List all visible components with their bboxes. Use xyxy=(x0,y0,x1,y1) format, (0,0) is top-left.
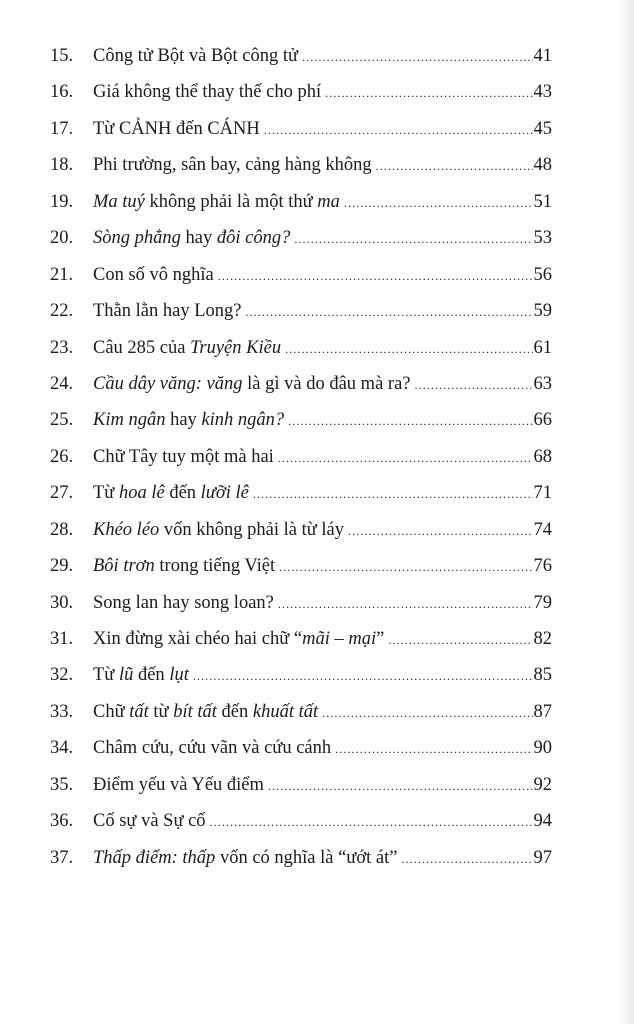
toc-entry xyxy=(50,447,552,483)
title-italic-segment: khuất tất xyxy=(252,701,319,722)
entry-title xyxy=(93,702,318,723)
toc-entry xyxy=(50,556,552,592)
entry-number: 21. xyxy=(50,264,74,285)
entry-title xyxy=(93,410,284,431)
toc-entry xyxy=(50,228,552,264)
dot-leader xyxy=(322,706,532,721)
title-segment: Chữ xyxy=(93,701,130,722)
page-number: 76 xyxy=(533,556,552,577)
dot-leader xyxy=(401,852,532,867)
entry-number: 27. xyxy=(50,483,74,504)
entry-number: 23. xyxy=(50,337,74,358)
toc-entry xyxy=(50,265,552,301)
title-segment: Từ CẢNH đến CÁNH xyxy=(93,118,260,139)
title-segment: vốn không phải là từ láy xyxy=(159,519,345,540)
toc-entry xyxy=(50,82,552,118)
dot-leader xyxy=(388,633,532,648)
title-italic-segment: ma xyxy=(317,191,340,212)
page-number: 97 xyxy=(533,847,552,868)
page-number: 61 xyxy=(533,337,552,358)
page-number: 68 xyxy=(533,446,552,467)
title-italic-segment: Cầu dây văng: văng xyxy=(93,373,243,394)
title-italic-segment: hoa lê xyxy=(118,483,165,504)
entry-title xyxy=(93,738,331,759)
dot-leader xyxy=(253,487,533,502)
title-segment: ” xyxy=(376,629,385,649)
page-number: 56 xyxy=(533,264,552,285)
dot-leader xyxy=(264,123,533,138)
entry-number: 31. xyxy=(50,629,74,649)
page-number: 48 xyxy=(533,155,552,176)
toc-entry xyxy=(50,629,552,665)
dot-leader xyxy=(288,414,532,429)
title-segment: đến xyxy=(216,701,253,722)
entry-title xyxy=(93,775,264,796)
toc-entry xyxy=(50,848,552,884)
title-segment: Cố sự và Sự cố xyxy=(93,811,206,832)
title-italic-segment: bít tất xyxy=(173,701,217,722)
title-italic-segment: Khéo léo xyxy=(93,519,160,540)
dot-leader xyxy=(415,378,533,393)
title-segment: Từ xyxy=(93,483,119,504)
page-number: 87 xyxy=(533,701,552,722)
entry-number: 29. xyxy=(50,556,74,577)
dot-leader xyxy=(335,742,532,757)
entry-number: 34. xyxy=(50,738,74,759)
title-italic-segment: kinh ngân? xyxy=(201,410,285,431)
entry-number: 33. xyxy=(50,701,74,722)
page-number: 59 xyxy=(533,301,552,322)
dot-leader xyxy=(210,815,533,830)
page-number: 51 xyxy=(533,191,552,212)
toc-entry xyxy=(50,665,552,701)
title-italic-segment: mãi – mại xyxy=(302,629,377,649)
entry-number: 32. xyxy=(50,665,74,686)
entry-title xyxy=(93,848,397,869)
entry-number: 20. xyxy=(50,228,74,249)
entry-number: 16. xyxy=(50,82,74,103)
entry-title xyxy=(93,192,340,213)
entry-title xyxy=(93,46,298,67)
title-segment: trong tiếng Việt xyxy=(154,556,276,577)
entry-title xyxy=(93,811,206,832)
toc-entry xyxy=(50,46,552,82)
title-segment: từ xyxy=(148,701,174,722)
toc-entry xyxy=(50,593,552,629)
toc-entry xyxy=(50,374,552,410)
dot-leader xyxy=(344,196,533,211)
entry-title xyxy=(93,483,249,504)
title-segment: Xin đừng xài chéo hai chữ “ xyxy=(93,629,303,649)
title-segment: là gì và do đâu mà ra? xyxy=(242,373,411,394)
page-number: 41 xyxy=(533,46,552,66)
title-segment: đến xyxy=(133,665,170,686)
page-number: 63 xyxy=(533,373,552,394)
entry-title xyxy=(93,629,384,650)
title-italic-segment: Thấp điểm: thấp xyxy=(93,847,216,868)
entry-title xyxy=(93,593,274,614)
toc-entry xyxy=(50,155,552,191)
entry-number: 18. xyxy=(50,155,74,176)
page-number: 85 xyxy=(533,665,552,686)
entry-title xyxy=(93,447,274,468)
title-segment: vốn có nghĩa là “ướt át” xyxy=(215,847,398,868)
title-segment: Công tử Bột và Bột công tử xyxy=(93,46,299,66)
page-number: 53 xyxy=(533,228,552,249)
title-italic-segment: Ma tuý xyxy=(93,191,145,212)
title-segment: Phi trường, sân bay, cảng hàng không xyxy=(93,155,372,176)
title-italic-segment: Kim ngân xyxy=(93,410,166,431)
title-segment: đến xyxy=(164,483,201,504)
page-number: 90 xyxy=(533,738,552,759)
page-number: 82 xyxy=(533,629,552,649)
title-segment: hay xyxy=(165,410,202,431)
toc-entry xyxy=(50,811,552,847)
title-segment: Câu 285 của xyxy=(93,337,191,358)
dot-leader xyxy=(245,305,532,320)
title-segment: Song lan hay song loan? xyxy=(93,592,274,613)
table-of-contents xyxy=(50,46,552,884)
title-italic-segment: Bôi trơn xyxy=(93,556,155,577)
dot-leader xyxy=(279,560,532,575)
entry-title xyxy=(93,301,241,322)
entry-number: 36. xyxy=(50,811,74,832)
toc-entry xyxy=(50,301,552,337)
entry-number: 22. xyxy=(50,301,74,322)
toc-entry xyxy=(50,192,552,228)
entry-title xyxy=(93,556,275,577)
page-number: 43 xyxy=(533,82,552,103)
dot-leader xyxy=(302,50,532,65)
dot-leader xyxy=(278,451,533,466)
title-segment: Điểm yếu và Yếu điểm xyxy=(93,774,264,795)
title-segment: không phải là một thứ xyxy=(144,191,318,212)
entry-number: 37. xyxy=(50,847,74,868)
entry-title xyxy=(93,82,321,103)
dot-leader xyxy=(218,269,533,284)
dot-leader xyxy=(294,232,532,247)
entry-number: 35. xyxy=(50,774,74,795)
dot-leader xyxy=(268,779,533,794)
toc-entry xyxy=(50,775,552,811)
title-italic-segment: lưỡi lê xyxy=(200,483,249,504)
entry-number: 15. xyxy=(50,46,74,66)
page-number: 94 xyxy=(533,811,552,832)
title-segment: Con số vô nghĩa xyxy=(93,264,214,285)
title-segment: Từ xyxy=(93,665,119,686)
entry-title xyxy=(93,265,214,286)
title-segment: Chữ Tây tuy một mà hai xyxy=(93,446,274,467)
dot-leader xyxy=(348,524,532,539)
page-number: 92 xyxy=(533,774,552,795)
dot-leader xyxy=(325,86,532,101)
title-segment: Giá không thể thay thế cho phí xyxy=(93,82,322,103)
entry-number: 28. xyxy=(50,519,74,540)
page-number: 71 xyxy=(533,483,552,504)
dot-leader xyxy=(376,159,533,174)
entry-number: 25. xyxy=(50,410,74,431)
page-number: 66 xyxy=(533,410,552,431)
toc-entry xyxy=(50,702,552,738)
page-number: 45 xyxy=(533,118,552,139)
title-segment: Châm cứu, cứu vãn và cứu cánh xyxy=(93,738,332,759)
entry-number: 24. xyxy=(50,373,74,394)
title-italic-segment: tất xyxy=(129,701,149,722)
title-segment: hay xyxy=(180,228,217,249)
entry-title xyxy=(93,520,344,541)
page-number: 79 xyxy=(533,592,552,613)
entry-title xyxy=(93,155,372,176)
toc-entry xyxy=(50,483,552,519)
title-segment: Thằn lằn hay Long? xyxy=(93,301,242,322)
toc-entry xyxy=(50,119,552,155)
entry-title xyxy=(93,228,290,249)
entry-title xyxy=(93,119,260,140)
entry-number: 17. xyxy=(50,118,74,139)
dot-leader xyxy=(278,597,533,612)
entry-title xyxy=(93,338,281,359)
toc-entry xyxy=(50,738,552,774)
title-italic-segment: đôi công? xyxy=(216,228,291,249)
entry-number: 26. xyxy=(50,446,74,467)
title-italic-segment: lụt xyxy=(169,665,189,686)
dot-leader xyxy=(193,669,533,684)
page-number: 74 xyxy=(533,519,552,540)
title-italic-segment: Sòng phẳng xyxy=(93,228,181,249)
page-edge-shadow xyxy=(620,0,634,1024)
entry-number: 19. xyxy=(50,191,74,212)
toc-entry xyxy=(50,338,552,374)
title-italic-segment: lũ xyxy=(118,665,134,686)
toc-entry xyxy=(50,520,552,556)
toc-entry xyxy=(50,410,552,446)
dot-leader xyxy=(285,342,532,357)
entry-title xyxy=(93,665,189,686)
entry-title xyxy=(93,374,411,395)
entry-number: 30. xyxy=(50,592,74,613)
title-italic-segment: Truyện Kiều xyxy=(190,337,282,358)
